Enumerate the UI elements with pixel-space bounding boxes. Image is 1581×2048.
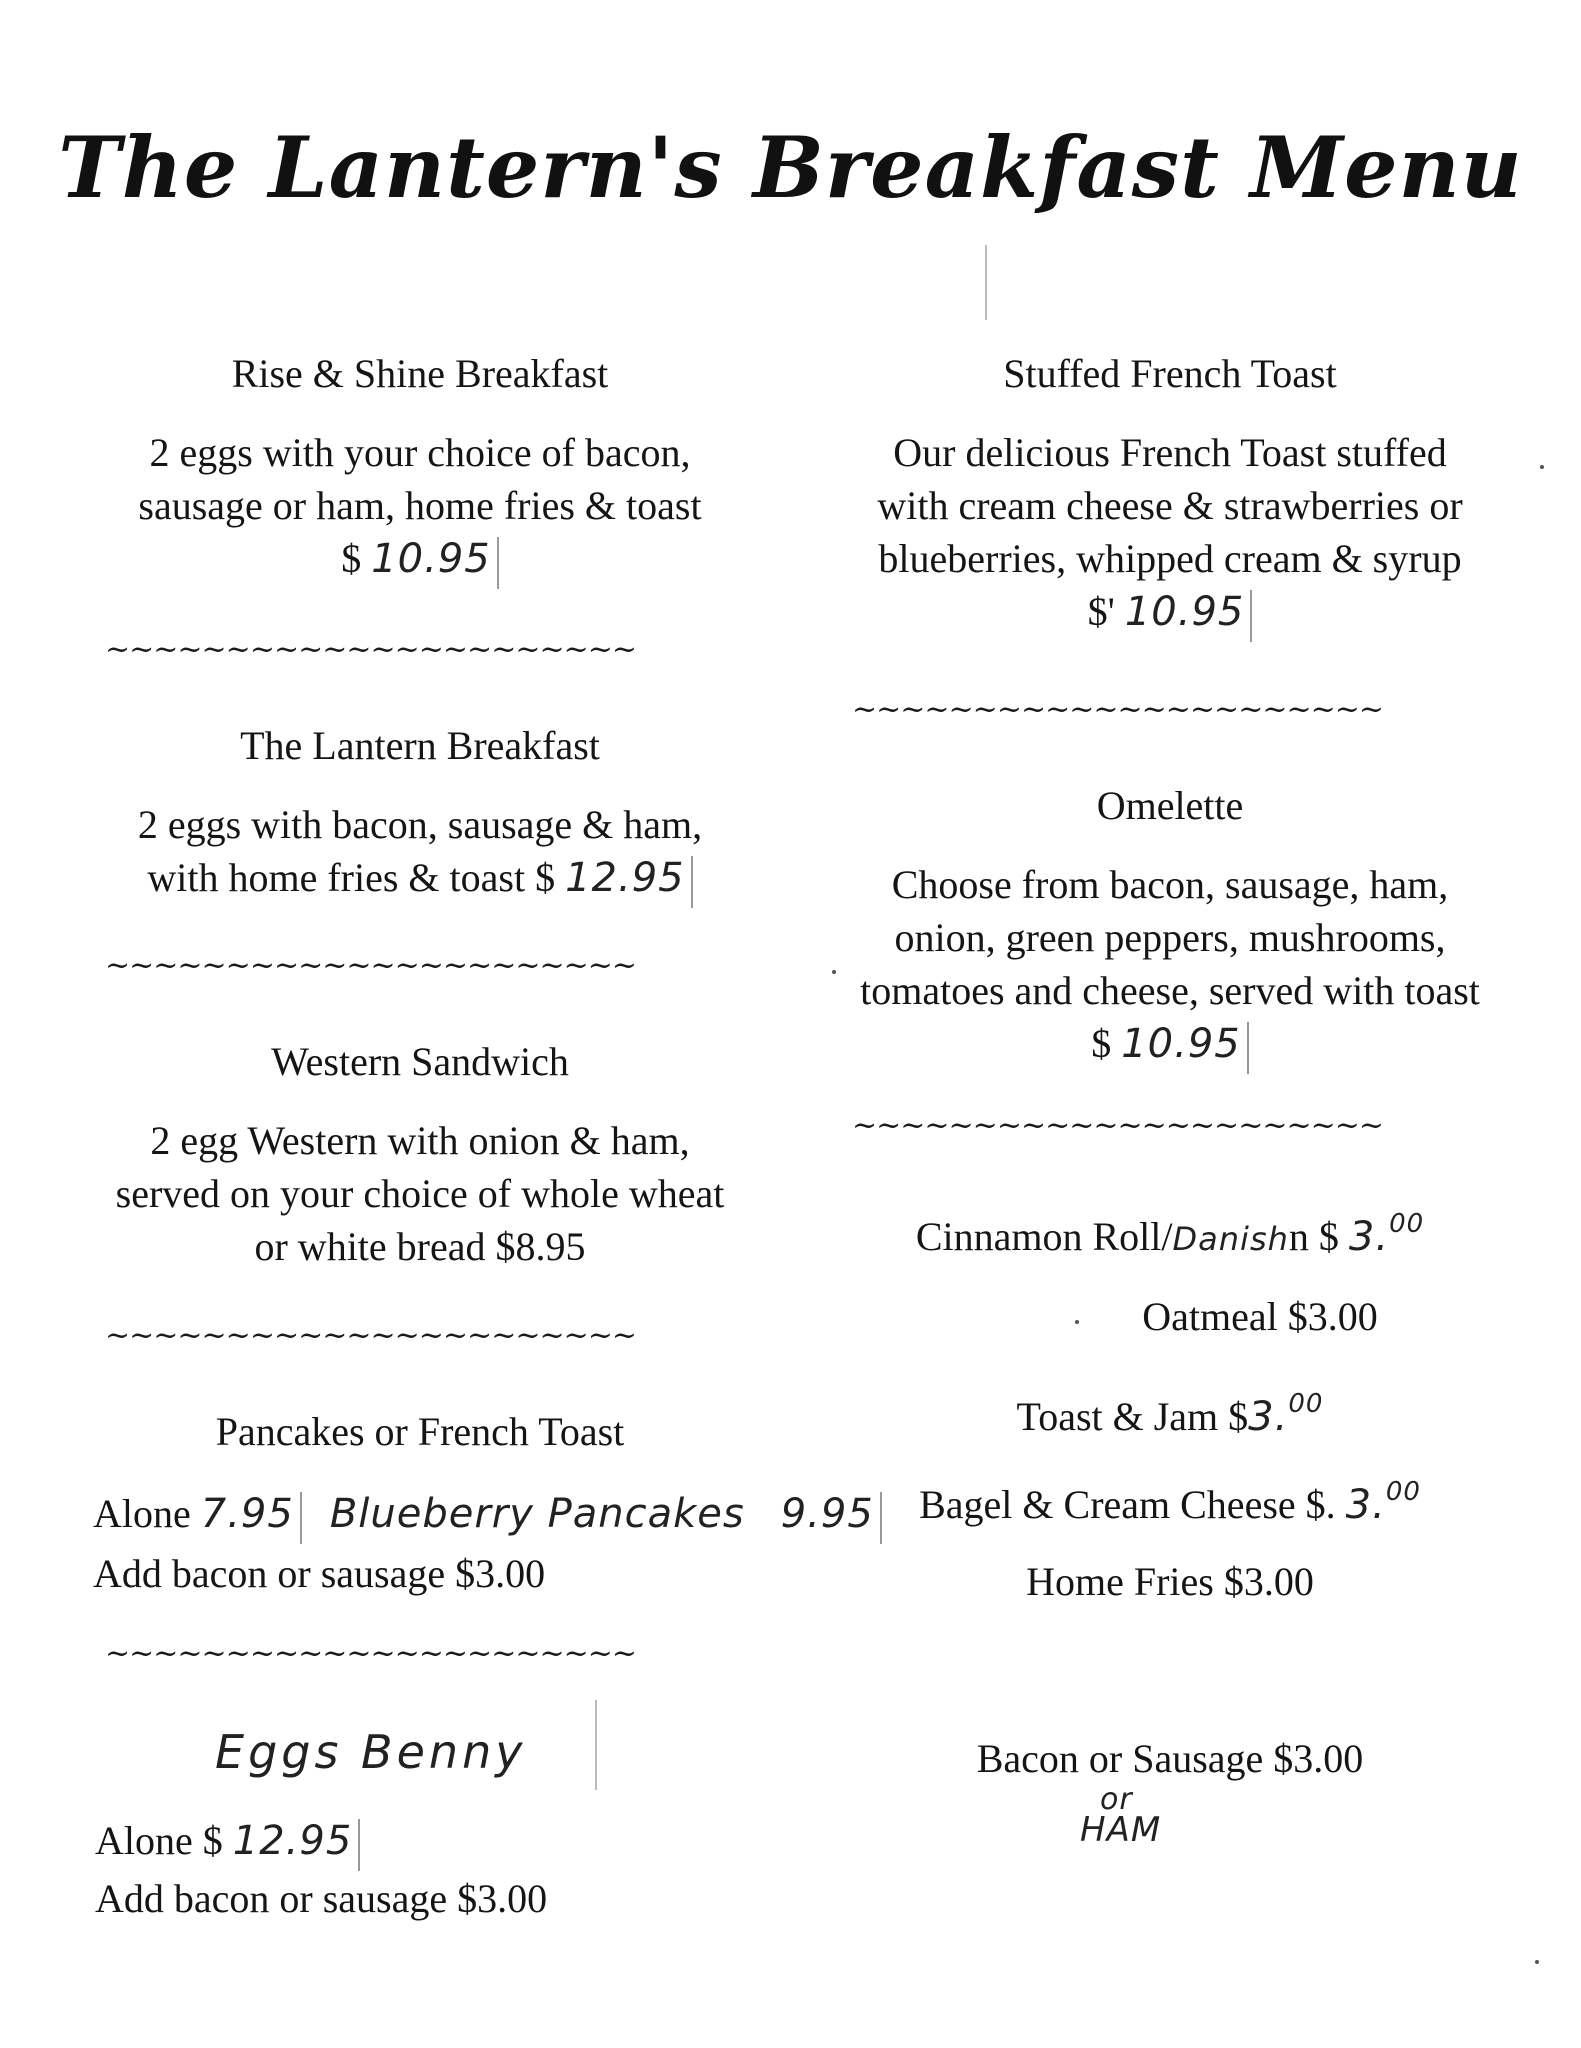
oatmeal-line [820, 1290, 1520, 1343]
blueberry-pancakes-handwritten: Blueberry Pancakes [329, 1491, 745, 1537]
omelette-line-3: tomatoes and cheese, served with toast [860, 968, 1480, 1013]
pancakes-heading: Pancakes or French Toast [215, 1409, 625, 1454]
divider-right-2: ~~~~~~~~~~~~~~~~~~~~~~ [852, 1108, 1384, 1143]
western-description [70, 1114, 770, 1273]
stuffed-line-1: Our delicious French Toast stuffed [893, 430, 1447, 475]
scan-speck [832, 970, 836, 974]
divider-left-1: ~~~~~~~~~~~~~~~~~~~~~~ [105, 632, 637, 667]
western-line-3: or white bread $8.95 [254, 1224, 586, 1269]
western-section [70, 1038, 770, 1273]
pen-mark [1250, 590, 1252, 642]
oatmeal-label: Oatmeal $3.00 [1142, 1294, 1378, 1339]
lantern-line-1: 2 eggs with bacon, sausage & ham, [137, 802, 703, 847]
toast-jam-price-cents: 00 [1288, 1389, 1324, 1419]
pen-mark [1247, 1022, 1249, 1074]
cinnamon-roll-tail: n $ [1288, 1214, 1339, 1259]
divider-left-3: ~~~~~~~~~~~~~~~~~~~~~~ [105, 1318, 637, 1353]
divider-right-1: ~~~~~~~~~~~~~~~~~~~~~~ [852, 692, 1384, 727]
scan-speck [1075, 1320, 1079, 1324]
lantern-heading: The Lantern Breakfast [240, 723, 600, 768]
omelette-section [820, 782, 1520, 1074]
bagel-price-handwritten: 3. [1345, 1482, 1386, 1528]
pen-mark [691, 856, 693, 908]
blueberry-pancakes-price-handwritten: 9.95 [780, 1491, 874, 1537]
bagel-line [820, 1466, 1520, 1532]
rise-shine-price-handwritten: 10.95 [371, 536, 491, 582]
rise-shine-price-prefix: $ [341, 536, 362, 581]
pancakes-alone-label: Alone [93, 1491, 191, 1536]
pancakes-alone-price-handwritten: 7.95 [200, 1491, 294, 1537]
menu-title: The Lantern's Breakfast Menu [58, 118, 1523, 217]
omelette-price-prefix: $ [1091, 1021, 1112, 1066]
bacon-sausage-line: Bacon or Sausage $3.00 [976, 1736, 1364, 1781]
lantern-line-2-text: with home fries & toast $ [147, 855, 556, 900]
scan-mark [985, 245, 987, 320]
divider-left-2: ~~~~~~~~~~~~~~~~~~~~~~ [105, 948, 637, 983]
eggs-benny-add-line: Add bacon or sausage $3.00 [95, 1876, 548, 1921]
pancakes-alone-line [93, 1488, 882, 1544]
omelette-price [820, 1017, 1520, 1074]
rise-shine-heading: Rise & Shine Breakfast [231, 351, 609, 396]
pen-mark [358, 1819, 360, 1871]
rise-shine-section [70, 350, 770, 589]
western-line-1: 2 egg Western with onion & ham, [150, 1118, 690, 1163]
divider-left-4: ~~~~~~~~~~~~~~~~~~~~~~ [105, 1636, 637, 1671]
lantern-line-2 [70, 851, 770, 908]
toast-jam-price-handwritten: 3. [1248, 1394, 1289, 1440]
lantern-section [70, 722, 770, 908]
cinnamon-roll-price-handwritten: 3. [1348, 1214, 1390, 1260]
danish-handwritten: Danish [1172, 1220, 1289, 1258]
omelette-price-handwritten: 10.95 [1121, 1021, 1241, 1067]
rise-shine-line-2: sausage or ham, home fries & toast [138, 483, 702, 528]
pen-mark [300, 1492, 302, 1544]
cinnamon-roll-line [820, 1198, 1520, 1266]
toast-jam-line [820, 1378, 1520, 1444]
stuffed-line-2: with cream cheese & strawberries or [877, 483, 1463, 528]
rise-shine-price [70, 532, 770, 589]
eggs-benny-alone-label: Alone $ [95, 1818, 223, 1863]
rise-shine-line-1: 2 eggs with your choice of bacon, [149, 430, 691, 475]
stuffed-french-toast-description [820, 426, 1520, 642]
omelette-line-1: Choose from bacon, sausage, ham, [891, 862, 1449, 907]
eggs-benny-heading-handwritten: Eggs Benny [215, 1725, 527, 1779]
scan-speck [1535, 1960, 1539, 1964]
stuffed-french-toast-heading: Stuffed French Toast [1003, 351, 1337, 396]
stuffed-price [820, 585, 1520, 642]
omelette-line-2: onion, green peppers, mushrooms, [894, 915, 1446, 960]
eggs-benny-price-handwritten: 12.95 [232, 1818, 353, 1864]
western-line-2: served on your choice of whole wheat [115, 1171, 725, 1216]
western-heading: Western Sandwich [271, 1039, 569, 1084]
bagel-price-cents: 00 [1385, 1477, 1421, 1507]
ham-handwritten: HAM [1080, 1810, 1162, 1850]
stuffed-french-toast-section [820, 350, 1520, 642]
or-handwritten: or [1100, 1782, 1133, 1817]
omelette-description [820, 858, 1520, 1074]
pancakes-add-line: Add bacon or sausage $3.00 [93, 1551, 546, 1596]
eggs-benny-alone-line [95, 1815, 360, 1871]
pancakes-section [70, 1408, 770, 1456]
stuffed-price-handwritten: 10.95 [1124, 589, 1245, 635]
pen-mark [497, 537, 499, 589]
pen-mark [595, 1700, 597, 1790]
rise-shine-description [70, 426, 770, 589]
lantern-description [70, 798, 770, 908]
scan-speck [1540, 465, 1544, 469]
bagel-label: Bagel & Cream Cheese $. [919, 1482, 1336, 1527]
lantern-price-handwritten: 12.95 [565, 855, 685, 901]
toast-jam-label: Toast & Jam $ [1016, 1394, 1249, 1439]
home-fries-line: Home Fries $3.00 [1026, 1559, 1314, 1604]
omelette-heading: Omelette [1096, 783, 1244, 828]
stuffed-line-3: blueberries, whipped cream & syrup [878, 536, 1462, 581]
cinnamon-roll-price-cents: 00 [1389, 1209, 1425, 1239]
stuffed-price-prefix: $' [1087, 589, 1115, 634]
cinnamon-roll-label: Cinnamon Roll/ [915, 1214, 1173, 1259]
